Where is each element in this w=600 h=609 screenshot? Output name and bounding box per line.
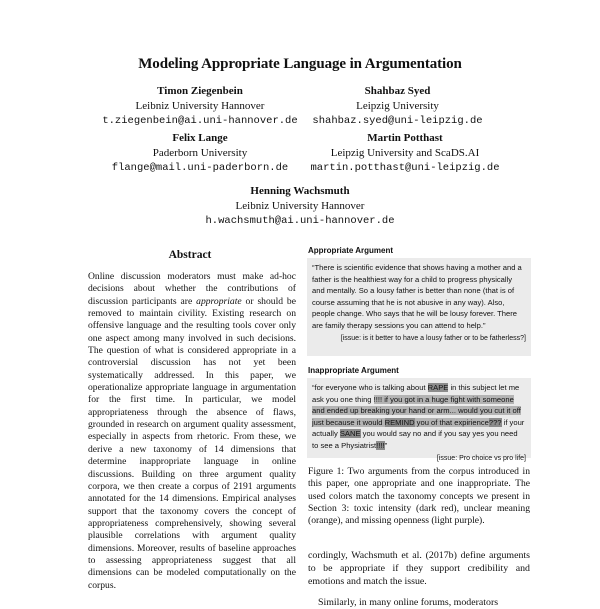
author-name: Felix Lange [172,132,228,144]
abstract-heading: Abstract [168,249,212,261]
author-block [290,131,520,176]
inappropriate-argument-box [307,378,531,462]
argument-segment: “for everyone who is talking about [312,383,428,392]
argument-segment: ” [384,440,388,450]
highlighted-segment-dark: !!!! [376,440,385,450]
author-affiliation: Leipzig University and ScaDS.AI [330,147,480,159]
author-email[interactable]: flange@mail.uni-paderborn.de [111,162,289,174]
inappropriate-argument-text [312,382,526,452]
body-text [308,549,530,609]
author-email[interactable]: h.wachsmuth@ai.uni-hannover.de [205,215,395,227]
author-name: Timon Ziegenbein [157,85,243,97]
highlighted-segment-dark: SANE [339,429,361,439]
caption-text: Figure 1: Two arguments from the corpus introduced in this paper, one appropriate and one inappropriate. The used colors match the taxonomy concepts we present in Section 3: toxic intensity (dark red), unclear meaning (orange), and missing openness (light purple). [308,466,530,527]
author-block [280,84,515,129]
highlighted-segment-mid: if you got in a huge fight with someone and ended up breaking your hand or arm... would you cut it off just because it would [312,394,521,427]
author-block [95,84,305,129]
abstract-paragraph [88,271,296,592]
appropriate-argument-issue: [issue: is it better to have a lousy father or to be fatherless?] [340,334,526,342]
appropriate-argument-heading: Appropriate Argument [308,246,394,255]
inappropriate-argument-issue: [issue: Pro choice vs pro life] [436,454,526,462]
highlighted-segment-mid: !!!! [373,394,383,404]
author-email[interactable]: t.ziegenbein@ai.uni-hannover.de [102,115,298,127]
highlighted-segment-dark: RAPE [427,383,449,392]
abstract-emphasis: appropriate [196,295,242,307]
highlighted-segment-dark: ??? [488,417,502,427]
author-affiliation: Paderborn University [152,147,248,159]
author-block [95,131,305,176]
author-affiliation: Leibniz University Hannover [235,200,365,212]
abstract-body [88,271,296,592]
author-affiliation: Leibniz University Hannover [135,100,265,112]
inappropriate-argument-heading: Inappropriate Argument [308,366,399,375]
highlighted-segment-mid: you of that expirience [414,417,489,427]
body-paragraph: cordingly, Wachsmuth et al. (2017b) define arguments to be appropriate if they support credibility and emotions and match the issue. [308,550,530,587]
argument-segment: you would say no and if you say yes you need to see a Physiatrist [312,429,518,450]
highlighted-segment-dark: REMIND [384,417,415,427]
appropriate-argument-text: “There is scientific evidence that shows having a mother and a father is the healthiest way for a child to progress physically and mentally. So a lousy father is better than none (that is of course assuming that he is not abusive in any way). Also, people change. Who says that he will be lousy forever. There are family therapy sessions you can attend to help.” [312,263,522,330]
author-block [180,184,420,229]
abstract-text: or should be removed to maintain civility. Existing research on offensive language and the resulting tools cover only one aspect among many involved in such decisions. The question of what is considered appropriate in a controversial discussion has not yet been systematically addressed. In this paper, we operationalize appropriate language in argumentation for the first time. In particular, we model appropriateness through the absence of flaws, grounded in research on argument quality assessment, especially in aspects from rhetoric. From these, we derive a new taxonomy of 14 dimensions that determine inappropriate language in online discussions. Building on three argument quality corpora, we then create a corpus of 2191 arguments annotated for the 14 dimensions. Empirical analyses support that the taxonomy covers the concept of appropriateness comprehensively, showing several plausible correlations with argument quality dimensions. Moreover, results of baseline approaches to assessing appropriateness suggest that all dimensions can be modeled computationally on the corpus. [88,295,296,591]
author-email[interactable]: shahbaz.syed@uni-leipzig.de [312,115,483,127]
appropriate-argument-box [307,258,531,356]
paper-title: Modeling Appropriate Language in Argumentation [138,56,462,72]
author-affiliation: Leipzig University [356,100,439,112]
author-name: Martin Potthast [367,132,443,144]
argument-segment: in this subject let me ask you one thing [312,383,520,404]
author-name: Shahbaz Syed [364,85,431,97]
figure-caption [308,466,530,527]
abstract-text: Online discussion moderators must make ad-hoc decisions about whether the contributions of discussion participants are [88,271,296,307]
argument-segment: if your actually [312,417,525,439]
author-email[interactable]: martin.potthast@uni-leipzig.de [310,162,500,174]
author-name: Henning Wachsmuth [250,185,350,197]
body-paragraph: Similarly, in many online forums, moderators [318,597,499,608]
